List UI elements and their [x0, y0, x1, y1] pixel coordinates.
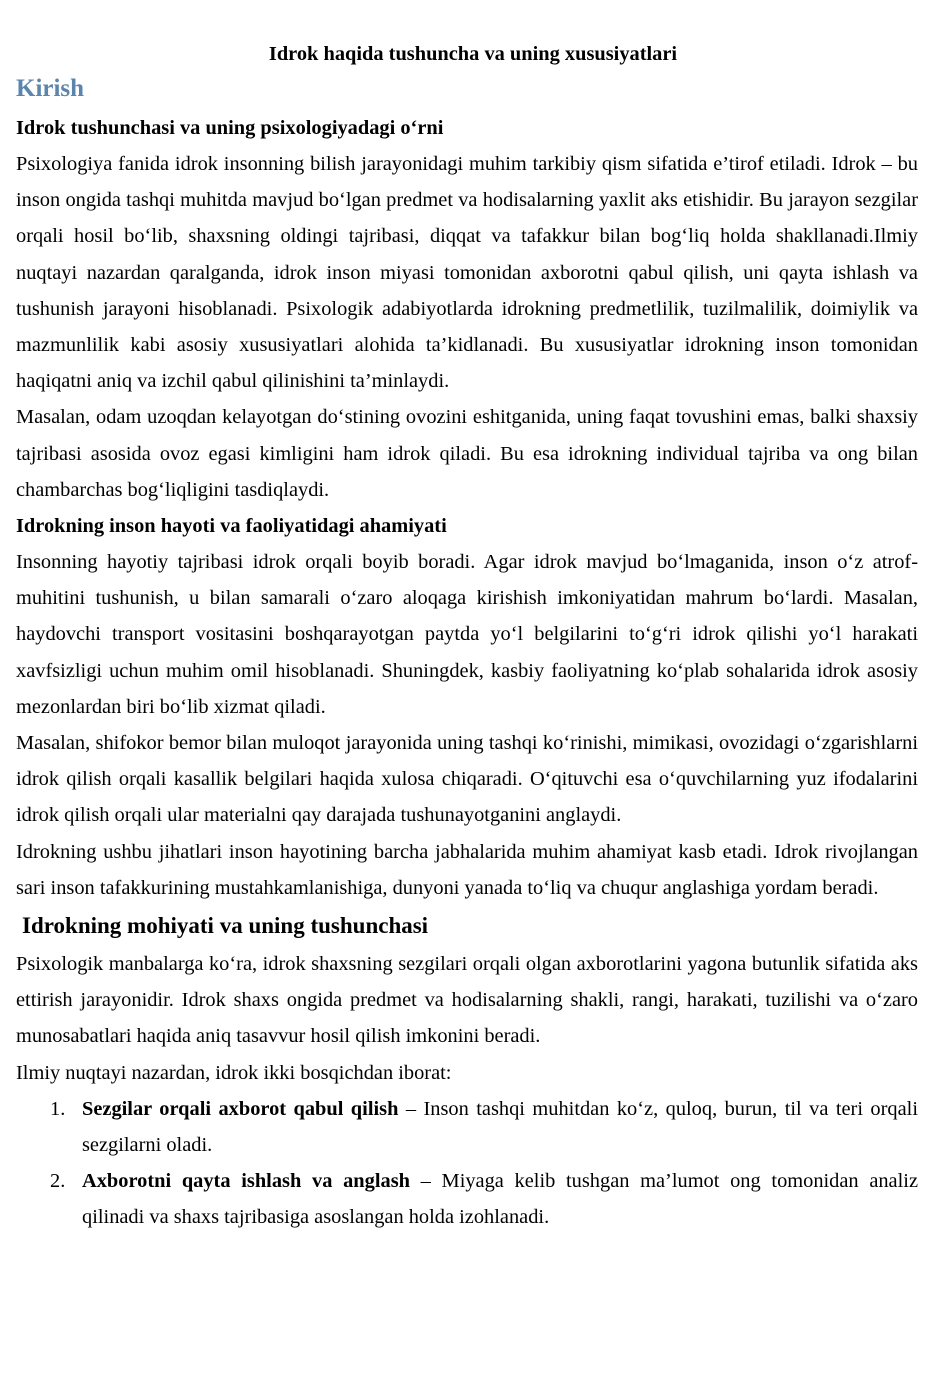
paragraph: Psixologiya fanida idrok insonning bilish jarayonidagi muhim tarkibiy qism sifatida e’tirof etiladi. Idrok – bu inson ongida tashqi muhitda mavjud bo‘lgan predmet va hodisalarning yaxlit aks etishidir. Bu jarayon sezgilar orqali hosil bo‘lib, shaxsning oldingi tajribasi, diqqat va tafakkur bilan bog‘liq holda shakllanadi.Ilmiy nuqtayi nazardan qaralganda, idrok inson miyasi tomonidan axborotni qabul qilish, uni qayta ishlash va tushunish jarayoni hisoblanadi. Psixologik adabiyotlarda idrokning predmetlilik, tuzilmalilik, doimiylik va mazmunlilik kabi asosiy xususiyatlari alohida ta’kidlanadi. Bu xususiyatlar idrokning inson tomonidan haqiqatni aniq va izchil qabul qilinishini ta’minlaydi.	[16, 153, 918, 393]
list-number: 1.	[50, 1097, 66, 1120]
paragraph: Masalan, odam uzoqdan kelayotgan do‘stining ovozini eshitganida, uning faqat tovushini emas, balki shaxsiy tajribasi asosida ovoz egasi kimligini ham idrok qiladi. Bu esa idrokning individual tajriba va ong bilan chambarchas bog‘liqligini tasdiqlaydi.	[16, 406, 918, 501]
list-term: Axborotni qayta ishlash va anglash	[82, 1170, 410, 1193]
section-importance	[16, 508, 918, 906]
list-text: – Inson tashqi muhitdan ko‘z, quloq, burun, til va teri orqali sezgilarni oladi.	[82, 1097, 918, 1157]
paragraph: Idrokning ushbu jihatlari inson hayotining barcha jabhalarida muhim ahamiyat kasb etadi. Idrok rivojlangan sari inson tafakkurining mustahkamlanishiga, dunyoni yanada to‘liq va chuqur anglashiga yordam beradi.	[16, 840, 918, 899]
intro-heading: Kirish	[16, 75, 85, 102]
list-item	[16, 1163, 918, 1235]
paragraph: Ilmiy nuqtayi nazardan, idrok ikki bosqichdan iborat:	[16, 1061, 452, 1084]
document-page	[16, 38, 918, 1236]
list-term: Sezgilar orqali axborot qabul qilish	[82, 1097, 399, 1120]
paragraph: Masalan, shifokor bemor bilan muloqot jarayonida uning tashqi ko‘rinishi, mimikasi, ovozidagi o‘zgarishlarni idrok qilish orqali kasallik belgilari haqida xulosa chiqaradi. O‘qituvchi esa o‘quvchilarning yuz ifodalarini idrok qilish orqali ular materialni qay darajada tushunayotganini anglaydi.	[16, 732, 918, 827]
section-heading: Idrokning mohiyati va uning tushunchasi	[22, 913, 429, 939]
section-heading: Idrok tushunchasi va uning psixologiyadagi o‘rni	[16, 117, 444, 139]
paragraph: Insonning hayotiy tajribasi idrok orqali boyib boradi. Agar idrok mavjud bo‘lmaganida, inson o‘z atrof-muhitini tushunish, u bilan samarali o‘zaro aloqaga kirishish imkoniyatidan mahrum bo‘lardi. Masalan, haydovchi transport vositasini boshqarayotgan paytda yo‘l belgilarini to‘g‘ri idrok qilishi yo‘l harakati xavfsizligi uchun muhim omil hisoblanadi. Shuningdek, kasbiy faoliyatning ko‘plab sohalarida idrok asosiy mezonlardan biri bo‘lib xizmat qiladi.	[16, 551, 918, 718]
section-concept	[16, 110, 918, 508]
list-text: – Miyaga kelib tushgan ma’lumot ong tomonidan analiz qilinadi va shaxs tajribasiga asoslangan holda izohlanadi.	[82, 1170, 918, 1229]
document-title: Idrok haqida tushuncha va uning xususiyatlari	[268, 43, 678, 65]
section-essence	[16, 906, 918, 1236]
list-item	[16, 1091, 918, 1163]
stages-list	[16, 1091, 918, 1236]
section-heading: Idrokning inson hayoti va faoliyatidagi ahamiyati	[16, 515, 447, 538]
list-number: 2.	[50, 1170, 66, 1193]
paragraph: Psixologik manbalarga ko‘ra, idrok shaxsning sezgilari orqali olgan axborotlarini yagona butunlik sifatida aks ettirish jarayonidir. Idrok shaxs ongida predmet va hodisalarning shakli, rangi, harakati, tuzilishi va o‘zaro munosabatlari haqida aniq tasavvur hosil qilish imkonini beradi.	[16, 953, 918, 1048]
